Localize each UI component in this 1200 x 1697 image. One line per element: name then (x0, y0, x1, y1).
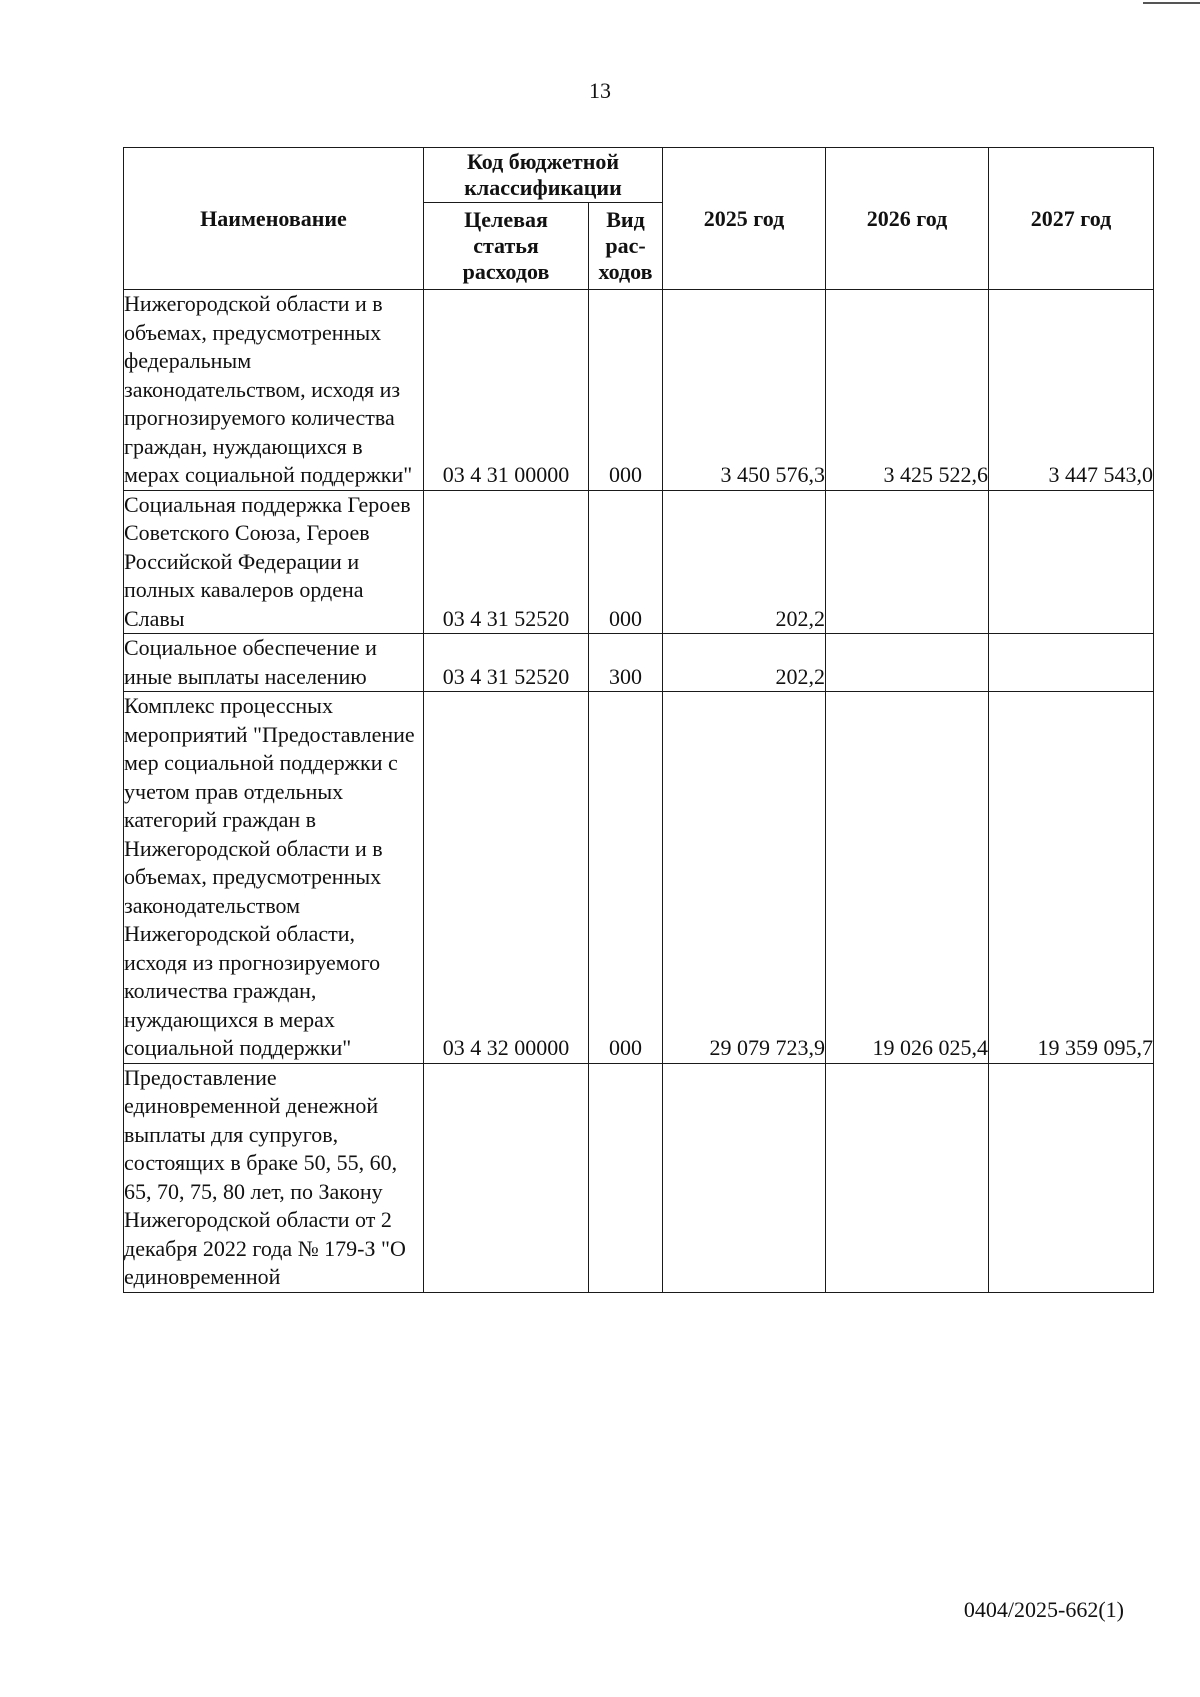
header-target-article: Целевая статья расходов (424, 203, 589, 290)
row-target-article: 03 4 31 00000 (424, 290, 589, 491)
row-expense-type: 000 (589, 692, 663, 1064)
row-amount-2027 (989, 1063, 1154, 1292)
header-row-top (124, 148, 1154, 203)
row-amount-2027 (989, 490, 1154, 634)
header-year-2027: 2027 год (989, 148, 1154, 290)
row-amount-2026: 19 026 025,4 (826, 692, 989, 1064)
row-name: Комплекс процессных мероприятий "Предоставление мер социальной поддержки с учетом прав отдельных категорий граждан в Нижегородской области и в объемах, предусмотренных законодательством Нижегородской области, исходя из прогнозируемого количества граждан, нуждающихся в мерах социальной поддержки" (124, 692, 424, 1064)
row-amount-2027: 19 359 095,7 (989, 692, 1154, 1064)
header-name: Наименование (124, 148, 424, 290)
row-amount-2027: 3 447 543,0 (989, 290, 1154, 491)
row-amount-2025 (663, 1063, 826, 1292)
row-amount-2027 (989, 634, 1154, 692)
row-name: Социальная поддержка Героев Советского Союза, Героев Российской Федерации и полных кавалеров ордена Славы (124, 490, 424, 634)
row-amount-2026 (826, 634, 989, 692)
row-name: Социальное обеспечение и иные выплаты населению (124, 634, 424, 692)
document-number: 0404/2025-662(1) (963, 1597, 1124, 1622)
row-amount-2026 (826, 490, 989, 634)
header-expense-type: Вид рас-ходов (589, 203, 663, 290)
header-year-2025: 2025 год (663, 148, 826, 290)
row-expense-type (589, 1063, 663, 1292)
row-amount-2025: 202,2 (663, 490, 826, 634)
table-row (124, 692, 1154, 1064)
row-name: Предоставление единовременной денежной выплаты для супругов, состоящих в браке 50, 55, 60, 65, 70, 75, 80 лет, по Закону Нижегородской области от 2 декабря 2022 года № 179-З "О единовременной (124, 1063, 424, 1292)
header-year-2026: 2026 год (826, 148, 989, 290)
row-target-article: 03 4 32 00000 (424, 692, 589, 1064)
row-expense-type: 000 (589, 290, 663, 491)
table-row (124, 1063, 1154, 1292)
row-amount-2025: 202,2 (663, 634, 826, 692)
row-target-article: 03 4 31 52520 (424, 634, 589, 692)
table-row (124, 634, 1154, 692)
row-expense-type: 300 (589, 634, 663, 692)
row-amount-2026: 3 425 522,6 (826, 290, 989, 491)
row-amount-2025: 3 450 576,3 (663, 290, 826, 491)
row-target-article (424, 1063, 589, 1292)
row-target-article: 03 4 31 52520 (424, 490, 589, 634)
budget-table (123, 147, 1154, 1293)
table-row (124, 290, 1154, 491)
row-name: Нижегородской области и в объемах, предусмотренных федеральным законодательством, исходя из прогнозируемого количества граждан, нуждающихся в мерах социальной поддержки" (124, 290, 424, 491)
table-row (124, 490, 1154, 634)
header-budget-code: Код бюджетной классификации (424, 148, 663, 203)
row-expense-type: 000 (589, 490, 663, 634)
row-amount-2026 (826, 1063, 989, 1292)
row-amount-2025: 29 079 723,9 (663, 692, 826, 1064)
page-number: 13 (589, 78, 611, 103)
top-edge-rule (1143, 2, 1200, 4)
